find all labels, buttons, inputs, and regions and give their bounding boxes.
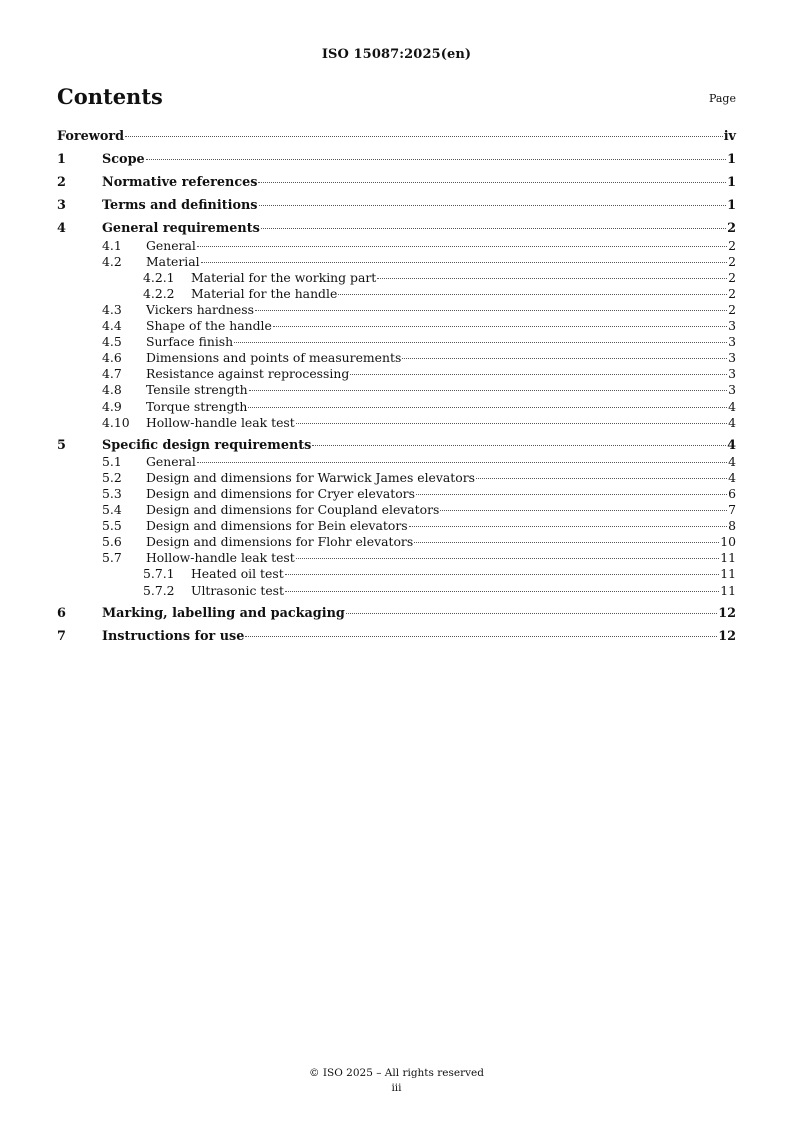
toc-entry[interactable] — [57, 175, 736, 191]
toc-entry-title[interactable]: Foreword — [57, 129, 125, 144]
toc-entry-number: 4.4 — [102, 318, 122, 334]
toc-entry-page[interactable]: 3 — [728, 318, 736, 334]
toc-entry-number: 4.2.1 — [143, 269, 175, 285]
toc-entry[interactable] — [57, 302, 736, 318]
toc-entry-page[interactable]: 6 — [728, 485, 736, 501]
toc-entry-number: 4.7 — [102, 366, 122, 382]
toc-entry[interactable] — [57, 270, 736, 286]
toc-entry-number: 5.5 — [102, 518, 122, 534]
toc-entry-number: 2 — [57, 175, 66, 191]
toc-entry[interactable] — [57, 318, 736, 334]
toc-entry-page[interactable]: iv — [723, 129, 736, 144]
toc-entry[interactable] — [57, 606, 736, 622]
copyright-notice: © ISO 2025 – All rights reserved — [309, 1067, 484, 1079]
toc-dot-leader — [296, 423, 727, 424]
toc-entry[interactable] — [57, 286, 736, 302]
toc-entry-number: 5.7.1 — [143, 566, 175, 582]
toc-entry-title[interactable]: Material for the handle — [191, 285, 338, 301]
toc-entry-page[interactable]: 2 — [728, 285, 736, 301]
toc-entry-title[interactable]: Design and dimensions for Flohr elevators — [146, 534, 414, 550]
toc-entry-page[interactable]: 3 — [728, 350, 736, 366]
page-footer — [0, 1066, 793, 1096]
toc-dot-leader — [296, 558, 719, 559]
toc-entry-number: 4.5 — [102, 334, 122, 350]
toc-entry[interactable] — [57, 454, 736, 470]
toc-entry-title[interactable]: Ultrasonic test — [191, 582, 284, 598]
toc-entry[interactable] — [57, 129, 736, 145]
toc-dot-leader — [416, 494, 727, 495]
toc-entry[interactable] — [57, 254, 736, 270]
toc-dot-leader — [201, 262, 727, 263]
toc-entry-title[interactable]: Vickers hardness — [146, 301, 254, 317]
toc-entry-page[interactable]: 3 — [728, 382, 736, 398]
toc-entry-page[interactable]: 1 — [727, 152, 736, 168]
toc-dot-leader — [248, 407, 727, 408]
table-of-contents — [57, 129, 736, 645]
toc-entry-page[interactable]: 12 — [718, 605, 736, 621]
toc-entry-number: 1 — [57, 152, 66, 168]
toc-entry-title[interactable]: Torque strength — [146, 398, 248, 414]
toc-entry-title[interactable]: Design and dimensions for Cryer elevators — [146, 485, 415, 501]
toc-entry[interactable] — [57, 486, 736, 502]
toc-entry-number: 5.2 — [102, 469, 122, 485]
toc-entry[interactable] — [57, 566, 736, 582]
toc-entry-page[interactable]: 3 — [728, 366, 736, 382]
toc-entry-page[interactable]: 11 — [720, 550, 736, 566]
toc-entry[interactable] — [57, 583, 736, 599]
toc-dot-leader — [258, 182, 726, 183]
toc-entry-page[interactable]: 8 — [728, 518, 736, 534]
toc-entry-title[interactable]: Material — [146, 253, 200, 269]
toc-entry-page[interactable]: 2 — [728, 253, 736, 269]
toc-entry-page[interactable]: 2 — [728, 301, 736, 317]
toc-entry[interactable] — [57, 221, 736, 237]
toc-entry[interactable] — [57, 550, 736, 566]
toc-dot-leader — [261, 228, 726, 229]
toc-entry-page[interactable]: 2 — [728, 237, 736, 253]
toc-entry[interactable] — [57, 334, 736, 350]
toc-entry[interactable] — [57, 238, 736, 254]
toc-entry[interactable] — [57, 366, 736, 382]
toc-entry-title[interactable]: Terms and definitions — [102, 198, 258, 214]
toc-entry-page[interactable]: 2 — [727, 221, 736, 237]
toc-entry-number: 6 — [57, 605, 66, 621]
toc-entry-title[interactable]: General — [146, 237, 196, 253]
page-number: iii — [391, 1082, 402, 1094]
toc-dot-leader — [285, 591, 719, 592]
toc-entry-number: 5.1 — [102, 453, 122, 469]
toc-dot-leader — [197, 246, 727, 247]
toc-dot-leader — [255, 310, 727, 311]
toc-entry[interactable] — [57, 382, 736, 398]
toc-entry[interactable] — [57, 152, 736, 168]
toc-entry-title[interactable]: General requirements — [102, 221, 260, 237]
toc-entry-number: 5.3 — [102, 485, 122, 501]
toc-entry-title[interactable]: Design and dimensions for Bein elevators — [146, 518, 408, 534]
toc-entry-title[interactable]: Marking, labelling and packaging — [102, 605, 345, 621]
toc-entry-number: 4.6 — [102, 350, 122, 366]
toc-entry-number: 4.2 — [102, 253, 122, 269]
toc-entry-title[interactable]: Material for the working part — [191, 269, 377, 285]
toc-dot-leader — [476, 478, 727, 479]
toc-entry-number: 4.10 — [102, 414, 130, 430]
toc-entry[interactable] — [57, 438, 736, 454]
toc-entry-title[interactable]: Resistance against reprocessing — [146, 366, 350, 382]
toc-dot-leader — [377, 278, 727, 279]
toc-dot-leader — [285, 574, 720, 575]
toc-dot-leader — [125, 136, 723, 137]
toc-entry-title[interactable]: Instructions for use — [102, 628, 245, 644]
toc-entry[interactable] — [57, 518, 736, 534]
toc-dot-leader — [249, 390, 727, 391]
toc-entry[interactable] — [57, 470, 736, 486]
toc-entry-number: 4.3 — [102, 301, 122, 317]
toc-entry-title[interactable]: Scope — [102, 152, 145, 168]
toc-dot-leader — [402, 358, 727, 359]
toc-dot-leader — [338, 294, 727, 295]
toc-entry-title[interactable]: Design and dimensions for Warwick James elevators — [146, 469, 475, 485]
toc-dot-leader — [414, 542, 719, 543]
toc-entry-page[interactable]: 11 — [720, 582, 736, 598]
contents-title: Contents — [57, 84, 163, 109]
toc-dot-leader — [146, 159, 726, 160]
toc-dot-leader — [273, 326, 727, 327]
toc-entry-number: 5 — [57, 437, 66, 453]
toc-entry-page[interactable]: 4 — [728, 398, 736, 414]
toc-entry-page[interactable]: 11 — [720, 566, 736, 582]
toc-dot-leader — [350, 374, 727, 375]
toc-entry-page[interactable]: 4 — [728, 414, 736, 430]
toc-dot-leader — [259, 205, 727, 206]
toc-entry-number: 7 — [57, 628, 66, 644]
toc-entry[interactable] — [57, 415, 736, 431]
toc-entry-number: 4.1 — [102, 237, 122, 253]
document-id: ISO 15087:2025(en) — [321, 47, 472, 62]
toc-dot-leader — [245, 636, 717, 637]
toc-entry-page[interactable]: 1 — [727, 198, 736, 214]
toc-entry-number: 5.7.2 — [143, 582, 175, 598]
toc-entry-page[interactable]: 2 — [728, 269, 736, 285]
toc-entry-number: 5.6 — [102, 534, 122, 550]
toc-entry-title[interactable]: Shape of the handle — [146, 318, 272, 334]
toc-entry[interactable] — [57, 198, 736, 214]
toc-entry[interactable] — [57, 399, 736, 415]
page-column-label: Page — [708, 92, 736, 105]
toc-entry-title[interactable]: Hollow-handle leak test — [146, 414, 295, 430]
toc-entry[interactable] — [57, 350, 736, 366]
toc-dot-leader — [440, 510, 727, 511]
toc-entry-number: 5.7 — [102, 550, 122, 566]
toc-entry[interactable] — [57, 629, 736, 645]
toc-entry-page[interactable]: 4 — [728, 469, 736, 485]
toc-entry-title[interactable]: Hollow-handle leak test — [146, 550, 295, 566]
toc-entry-number: 5.4 — [102, 502, 122, 518]
toc-entry[interactable] — [57, 534, 736, 550]
toc-dot-leader — [197, 462, 727, 463]
toc-dot-leader — [346, 613, 717, 614]
toc-entry-title[interactable]: Surface finish — [146, 334, 234, 350]
toc-entry-title[interactable]: Specific design requirements — [102, 437, 312, 453]
toc-entry-page[interactable]: 3 — [728, 334, 736, 350]
toc-entry[interactable] — [57, 502, 736, 518]
toc-dot-leader — [312, 445, 726, 446]
toc-entry-page[interactable]: 4 — [728, 453, 736, 469]
toc-entry-page[interactable]: 7 — [728, 502, 736, 518]
toc-entry-page[interactable]: 4 — [727, 437, 736, 453]
toc-entry-title[interactable]: Design and dimensions for Coupland elevators — [146, 502, 440, 518]
toc-entry-title[interactable]: General — [146, 453, 196, 469]
toc-entry-page[interactable]: 10 — [720, 534, 736, 550]
toc-entry-number: 3 — [57, 198, 66, 214]
toc-dot-leader — [234, 342, 727, 343]
toc-entry-title[interactable]: Tensile strength — [146, 382, 248, 398]
toc-dot-leader — [409, 526, 727, 527]
toc-entry-number: 4.2.2 — [143, 285, 175, 301]
toc-entry-page[interactable]: 12 — [718, 628, 736, 644]
toc-entry-title[interactable]: Heated oil test — [191, 566, 284, 582]
toc-entry-number: 4 — [57, 221, 66, 237]
toc-entry-page[interactable]: 1 — [727, 175, 736, 191]
toc-entry-title[interactable]: Dimensions and points of measurements — [146, 350, 402, 366]
toc-entry-number: 4.9 — [102, 398, 122, 414]
toc-entry-title[interactable]: Normative references — [102, 175, 258, 191]
toc-entry-number: 4.8 — [102, 382, 122, 398]
